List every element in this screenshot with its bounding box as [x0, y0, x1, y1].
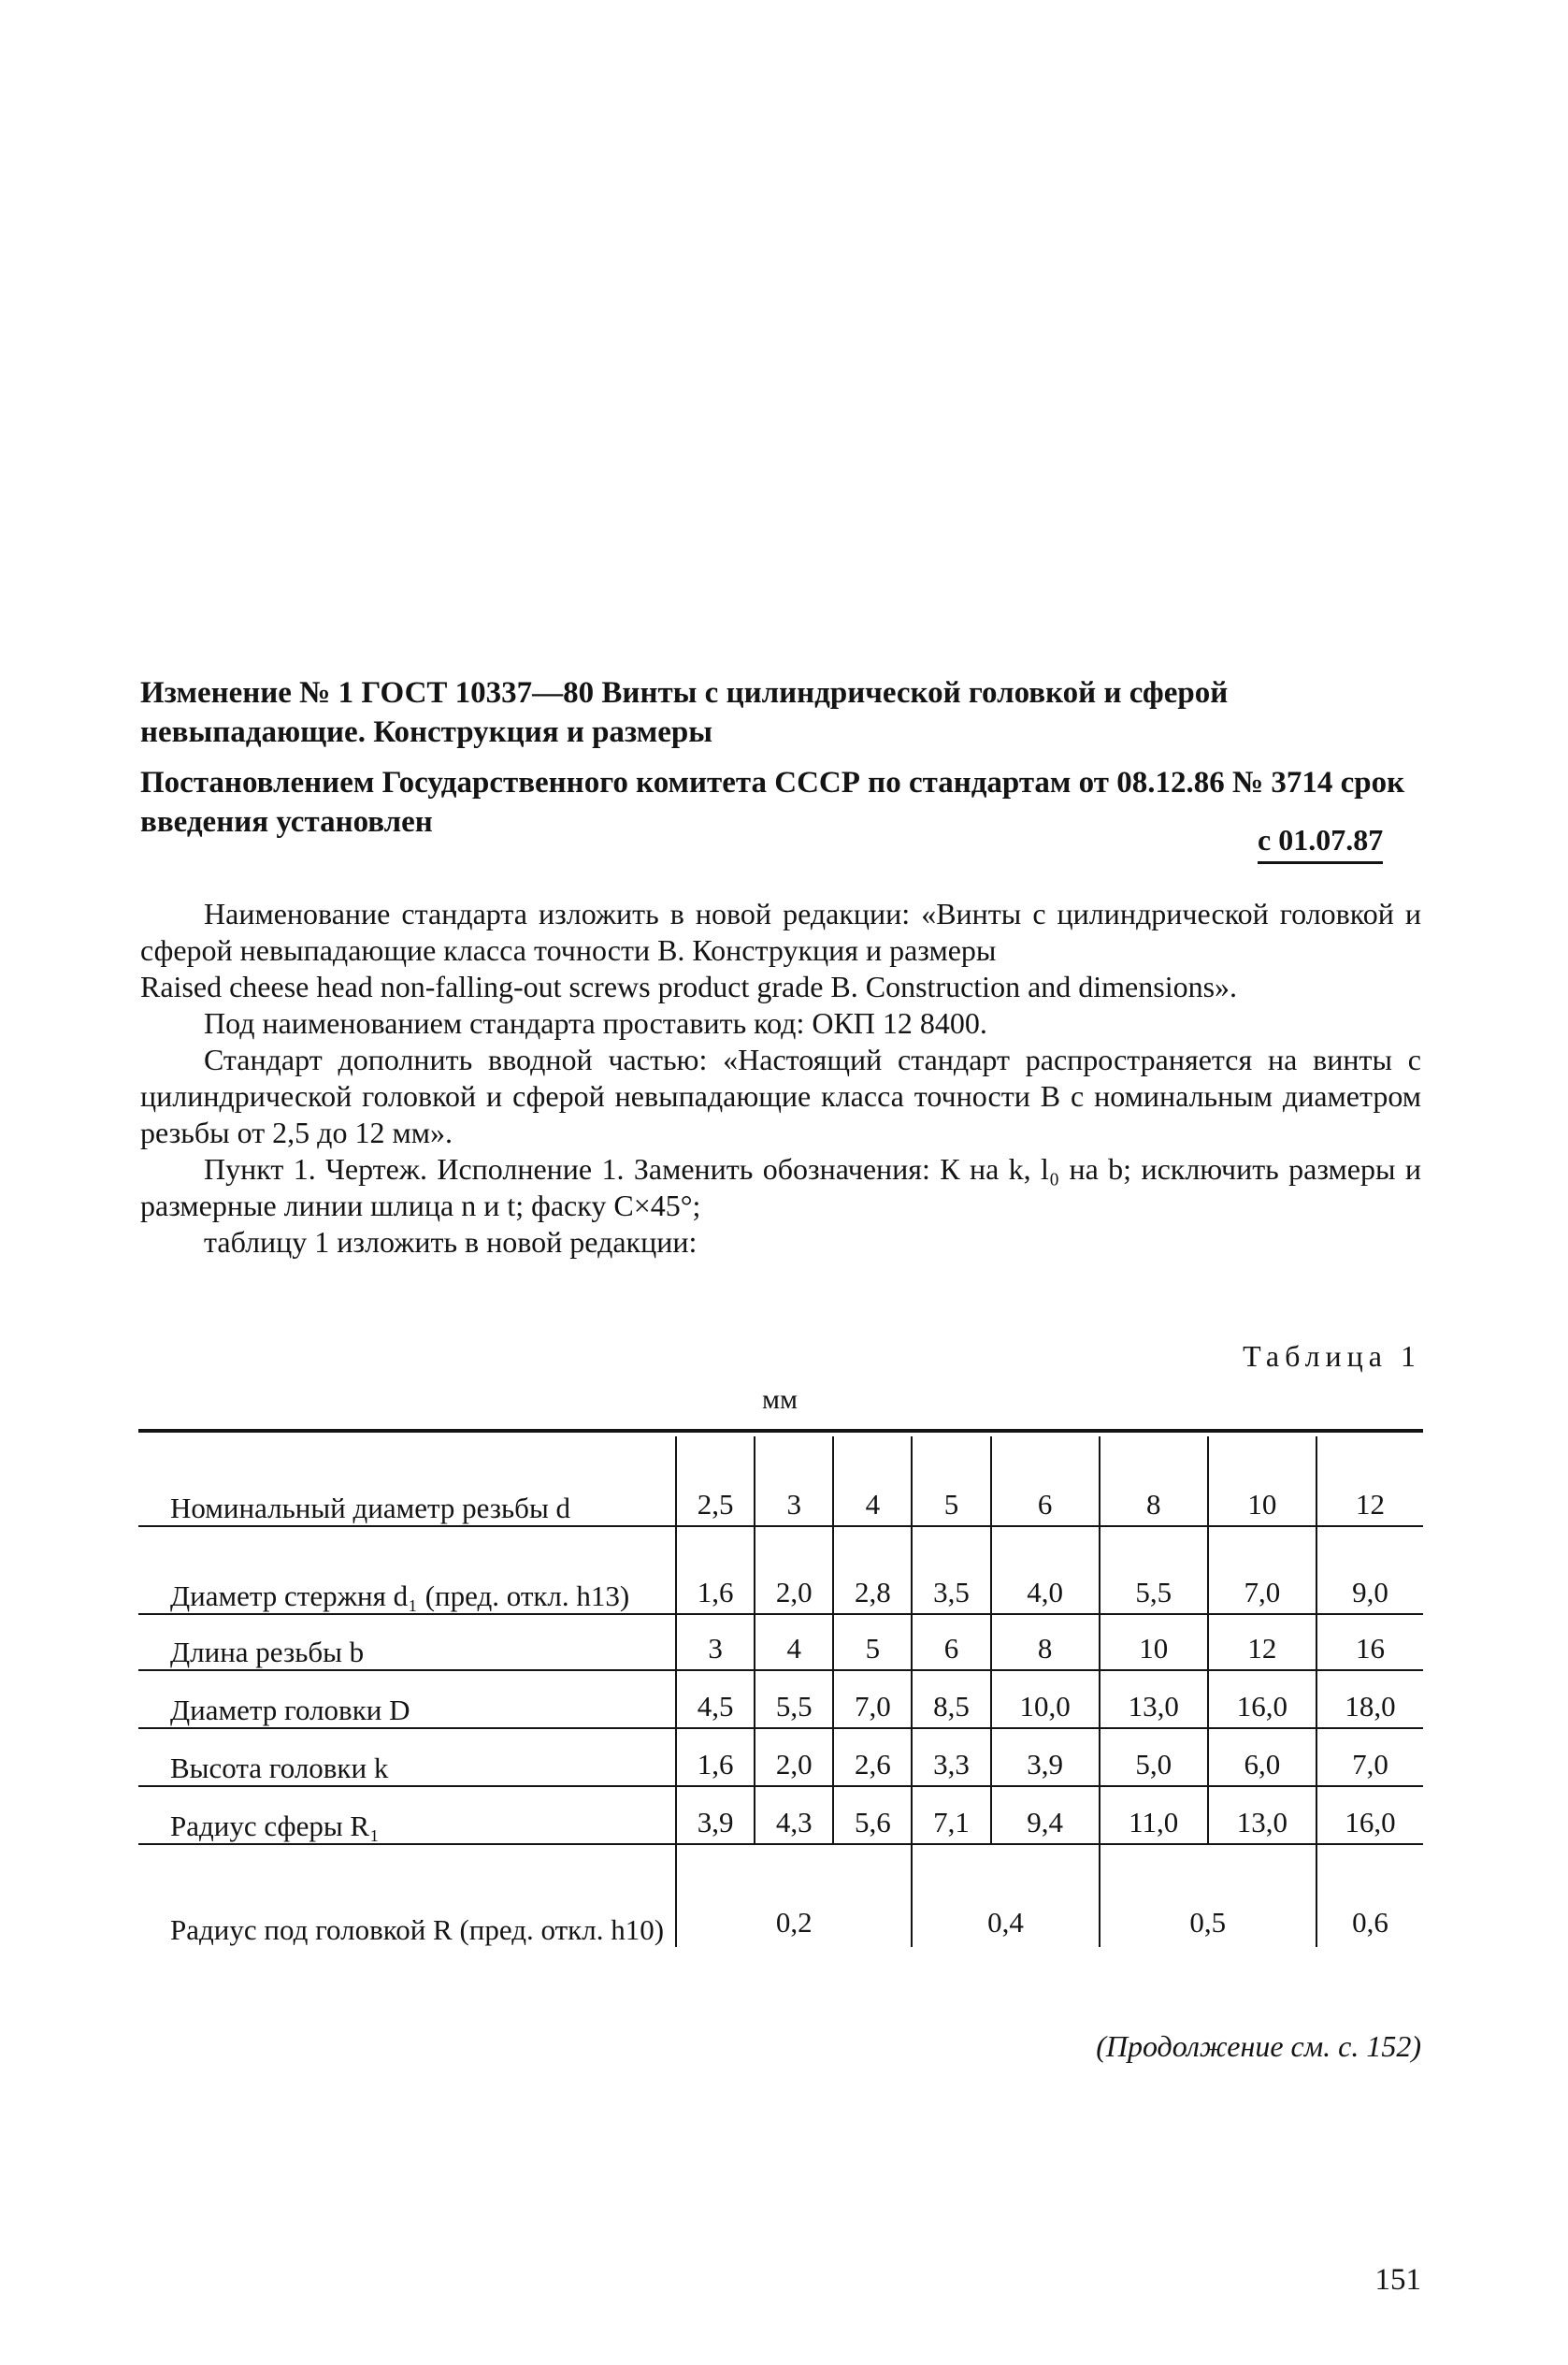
table-cell: 2,8 [833, 1526, 912, 1614]
table-cell: 0,2 [676, 1844, 912, 1947]
table-cell: 10 [1100, 1614, 1208, 1670]
table-cell: 3,9 [991, 1728, 1100, 1786]
paragraph-drawing: Пункт 1. Чертеж. Исполнение 1. Заменить обозначения: К на k, l₀ на b; исключить размеры и размерные линии шлица n и t; фаску С×45°; [140, 1152, 1421, 1222]
table-cell: 2,6 [833, 1728, 912, 1786]
continuation-note: (Продолжение см. с. 152) [1096, 2029, 1421, 2063]
row-label: Длина резьбы b [138, 1614, 676, 1670]
table-cell: 12 [1316, 1436, 1423, 1526]
table-row [138, 1786, 1423, 1844]
table-top-rule [138, 1429, 1423, 1433]
table-cell: 2,0 [755, 1728, 833, 1786]
row-label: Радиус сферы R₁ [138, 1786, 676, 1844]
table-cell: 6 [991, 1436, 1100, 1526]
dimensions-table [138, 1436, 1423, 1947]
table-cell: 9,4 [991, 1786, 1100, 1844]
table-cell: 8 [1100, 1436, 1208, 1526]
table-cell: 16 [1316, 1614, 1423, 1670]
table-row [138, 1436, 1423, 1526]
table-cell: 4,5 [676, 1670, 755, 1728]
table-cell: 5,6 [833, 1786, 912, 1844]
table-cell: 16,0 [1316, 1786, 1423, 1844]
row-label: Диаметр стержня d₁ (пред. откл. h13) [138, 1526, 676, 1614]
table-cell: 8 [991, 1614, 1100, 1670]
table-cell: 10 [1208, 1436, 1316, 1526]
table-cell: 7,1 [912, 1786, 990, 1844]
table-cell: 2,5 [676, 1436, 755, 1526]
table-row [138, 1670, 1423, 1728]
table-cell: 13,0 [1208, 1786, 1316, 1844]
table-cell: 3 [755, 1436, 833, 1526]
table-cell: 9,0 [1316, 1526, 1423, 1614]
table-cell: 5,5 [1100, 1526, 1208, 1614]
row-label: Радиус под головкой R (пред. откл. h10) [170, 1913, 665, 1946]
table-cell: 5,5 [755, 1670, 833, 1728]
effective-date: с 01.07.87 [1258, 823, 1383, 864]
row-label: Высота головки k [138, 1728, 676, 1786]
table-cell: 6 [912, 1614, 990, 1670]
table-cell: 18,0 [1316, 1670, 1423, 1728]
table-row [138, 1526, 1423, 1614]
table-cell: 4 [833, 1436, 912, 1526]
table-row [138, 1844, 1423, 1947]
table-cell: 2,0 [755, 1526, 833, 1614]
paragraph-title-change: Наименование стандарта изложить в новой редакции: «Винты с цилиндрической головкой и сферой невыпадающие класса точности В. Конструкция и размеры [140, 897, 1421, 967]
page-number: 151 [1374, 2263, 1421, 2297]
row-label: Диаметр головки D [138, 1670, 676, 1728]
table-cell: 4,0 [991, 1526, 1100, 1614]
row-label: Номинальный диаметр резьбы d [138, 1436, 676, 1526]
table-cell: 0,4 [912, 1844, 1099, 1947]
table-cell: 0,6 [1316, 1844, 1423, 1947]
table-cell: 10,0 [991, 1670, 1100, 1728]
table-cell: 1,6 [676, 1728, 755, 1786]
paragraph-english-title: Raised cheese head non-falling-out screws product grade B. Construction and dimensions». [140, 970, 1238, 1003]
table-cell: 4 [755, 1614, 833, 1670]
paragraph-intro: Стандарт дополнить вводной частью: «Настоящий стандарт распространяется на винты с цилиндрической головкой и сферой невыпадающие класса точности В с номинальным диаметром резьбы от 2,5 до 12 мм». [140, 1043, 1421, 1149]
document-header [140, 673, 1421, 842]
table-cell: 16,0 [1208, 1670, 1316, 1728]
table-cell: 4,3 [755, 1786, 833, 1844]
table-cell: 3,9 [676, 1786, 755, 1844]
table-caption: Таблица 1 [1243, 1339, 1421, 1373]
paragraph-okp-code: Под наименованием стандарта проставить код: ОКП 12 8400. [204, 1006, 987, 1040]
decree-text: Постановлением Государственного комитета СССР по стандартам от 08.12.86 № 3714 срок введения установлен [140, 766, 1405, 839]
table-cell: 8,5 [912, 1670, 990, 1728]
paragraph-table-instruction: таблицу 1 изложить в новой редакции: [204, 1225, 698, 1259]
table-units: мм [762, 1384, 798, 1415]
table-cell: 6,0 [1208, 1728, 1316, 1786]
table-cell: 5,0 [1100, 1728, 1208, 1786]
table-cell: 5 [833, 1614, 912, 1670]
amendment-title: Изменение № 1 ГОСТ 10337—80 Винты с цилиндрической головкой и сферой невыпадающие. Конструкция и размеры [140, 676, 1229, 749]
table-cell: 3,3 [912, 1728, 990, 1786]
table-cell: 3 [676, 1614, 755, 1670]
table-cell: 11,0 [1100, 1786, 1208, 1844]
table-row [138, 1614, 1423, 1670]
table-cell: 0,5 [1100, 1844, 1316, 1947]
table-cell: 5 [912, 1436, 990, 1526]
table-row [138, 1728, 1423, 1786]
table-cell: 12 [1208, 1614, 1316, 1670]
table-cell: 1,6 [676, 1526, 755, 1614]
table-cell: 3,5 [912, 1526, 990, 1614]
amendment-body [140, 896, 1421, 1261]
table-cell: 13,0 [1100, 1670, 1208, 1728]
table-cell: 7,0 [1208, 1526, 1316, 1614]
table-cell: 7,0 [833, 1670, 912, 1728]
table-cell: 7,0 [1316, 1728, 1423, 1786]
